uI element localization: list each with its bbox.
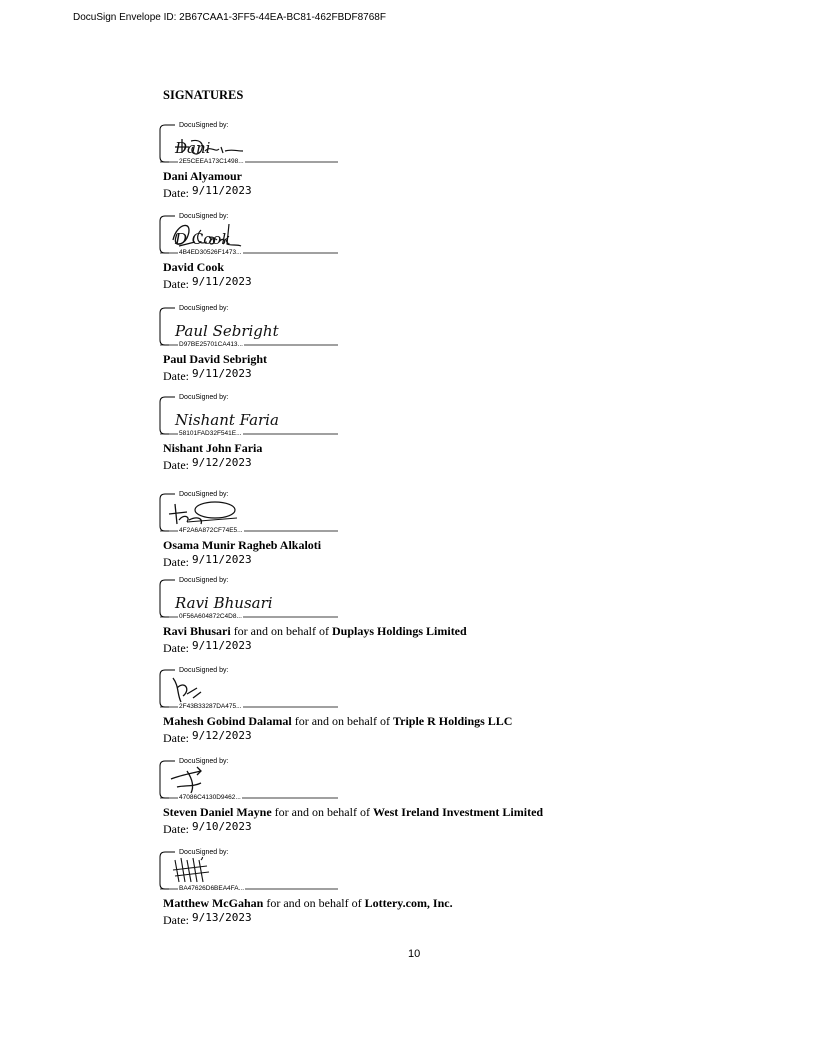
page-number: 10: [408, 948, 421, 960]
signature-block: [157, 212, 557, 292]
date-value: 9/13/2023: [192, 911, 252, 924]
signature-handwriting: Paul Sebright: [175, 322, 279, 340]
signature-block: [157, 757, 557, 837]
signer-name-line: [163, 805, 543, 820]
docusign-signature-box: [157, 666, 339, 712]
date-line: [163, 913, 252, 928]
docusigned-label: DocuSigned by:: [179, 305, 229, 312]
signer-name: Paul David Sebright: [163, 352, 268, 366]
docusign-signature-box: [157, 212, 339, 258]
date-value: 9/11/2023: [192, 275, 252, 288]
signer-name: Dani Alyamour: [163, 169, 243, 183]
date-value: 9/10/2023: [192, 820, 252, 833]
on-behalf-text: for and on behalf of: [230, 624, 332, 638]
handwritten-signature: [174, 139, 243, 157]
date-line: [163, 186, 252, 201]
signer-name-line: [163, 624, 467, 639]
docusigned-label: DocuSigned by:: [179, 849, 229, 856]
docusign-signature-box: [157, 576, 339, 622]
docusigned-label: DocuSigned by:: [179, 758, 229, 765]
signer-name: Steven Daniel Mayne: [163, 805, 272, 819]
handwritten-signature: [171, 767, 201, 793]
signer-name: Osama Munir Ragheb Alkaloti: [163, 538, 322, 552]
entity-name: Lottery.com, Inc.: [364, 896, 453, 910]
docusign-signature-box: [157, 393, 339, 439]
handwritten-signature: [174, 594, 273, 612]
signer-name-line: [163, 441, 262, 456]
on-behalf-text: for and on behalf of: [263, 896, 365, 910]
date-label: Date:: [163, 186, 189, 200]
signature-id: 47086C4130D9462...: [179, 794, 241, 801]
handwritten-signature: [174, 322, 280, 340]
signer-name: Matthew McGahan: [163, 896, 264, 910]
signature-handwriting: Ravi Bhusari: [175, 594, 273, 612]
docusigned-label: DocuSigned by:: [179, 667, 229, 674]
signer-name-line: [163, 538, 321, 553]
signature-id: BA47626D6BEA4FA...: [179, 885, 245, 892]
signature-block: [157, 121, 557, 201]
signature-id: 2F43B33287DA475...: [179, 703, 242, 710]
date-label: Date:: [163, 458, 189, 472]
signature-handwriting: Nishant Faria: [175, 411, 279, 429]
signature-handwriting: D Cook: [175, 230, 231, 248]
signature-id: 0F56A604872C4D8...: [179, 613, 242, 620]
on-behalf-text: for and on behalf of: [291, 714, 393, 728]
signature-id: 58101FAD32F541E...: [179, 430, 242, 437]
signer-name-line: [163, 169, 242, 184]
docusign-signature-box: [157, 304, 339, 350]
signature-id: D97BE25701CA413...: [179, 341, 243, 348]
docusign-signature-box: [157, 490, 339, 536]
date-line: [163, 641, 252, 656]
signature-block: [157, 490, 557, 570]
signature-block: [157, 576, 557, 656]
signature-block: [157, 848, 557, 928]
entity-name: Triple R Holdings LLC: [393, 714, 513, 728]
signature-block: [157, 304, 557, 384]
signature-block: [157, 666, 557, 746]
date-label: Date:: [163, 555, 189, 569]
signer-name: David Cook: [163, 260, 225, 274]
docusign-signature-box: [157, 121, 339, 167]
date-value: 9/11/2023: [192, 367, 252, 380]
date-line: [163, 731, 252, 746]
signature-id: 4F2A6A872CF74E5...: [179, 527, 243, 534]
signer-name-line: [163, 352, 267, 367]
docusign-signature-box: [157, 848, 339, 894]
date-line: [163, 458, 252, 473]
signer-name: Nishant John Faria: [163, 441, 263, 455]
handwritten-signature: [173, 853, 209, 882]
date-line: [163, 369, 252, 384]
date-line: [163, 277, 252, 292]
entity-name: West Ireland Investment Limited: [372, 805, 544, 819]
docusigned-label: DocuSigned by:: [179, 577, 229, 584]
handwritten-signature: [174, 411, 279, 429]
signature-block: [157, 393, 557, 473]
date-label: Date:: [163, 369, 189, 383]
handwritten-signature: [169, 502, 237, 524]
signer-name: Mahesh Gobind Dalamal: [163, 714, 292, 728]
entity-name: Duplays Holdings Limited: [331, 624, 467, 638]
docusigned-label: DocuSigned by:: [179, 394, 229, 401]
docusigned-label: DocuSigned by:: [179, 213, 229, 220]
date-label: Date:: [163, 641, 189, 655]
date-value: 9/12/2023: [192, 729, 252, 742]
docusign-signature-box: [157, 757, 339, 803]
docusigned-label: DocuSigned by:: [179, 122, 229, 129]
handwritten-signature: [173, 224, 241, 248]
date-label: Date:: [163, 277, 189, 291]
handwritten-signature: [173, 678, 201, 702]
date-label: Date:: [163, 913, 189, 927]
date-value: 9/11/2023: [192, 639, 252, 652]
signatures-heading: SIGNATURES: [163, 88, 244, 102]
signature-id: 2E5CEEA173C1498...: [179, 158, 244, 165]
date-value: 9/12/2023: [192, 456, 252, 469]
envelope-id: DocuSign Envelope ID: 2B67CAA1-3FF5-44EA-BC81-462FBDF8768F: [73, 12, 386, 23]
signer-name: Ravi Bhusari: [163, 624, 231, 638]
docusigned-label: DocuSigned by:: [179, 491, 229, 498]
date-label: Date:: [163, 731, 189, 745]
date-value: 9/11/2023: [192, 184, 252, 197]
signature-handwriting: Dani: [175, 139, 211, 157]
signer-name-line: [163, 714, 512, 729]
on-behalf-text: for and on behalf of: [271, 805, 373, 819]
date-line: [163, 555, 252, 570]
date-label: Date:: [163, 822, 189, 836]
signature-id: 4B4ED30526F1473...: [179, 249, 242, 256]
signer-name-line: [163, 260, 224, 275]
signer-name-line: [163, 896, 453, 911]
date-line: [163, 822, 252, 837]
date-value: 9/11/2023: [192, 553, 252, 566]
